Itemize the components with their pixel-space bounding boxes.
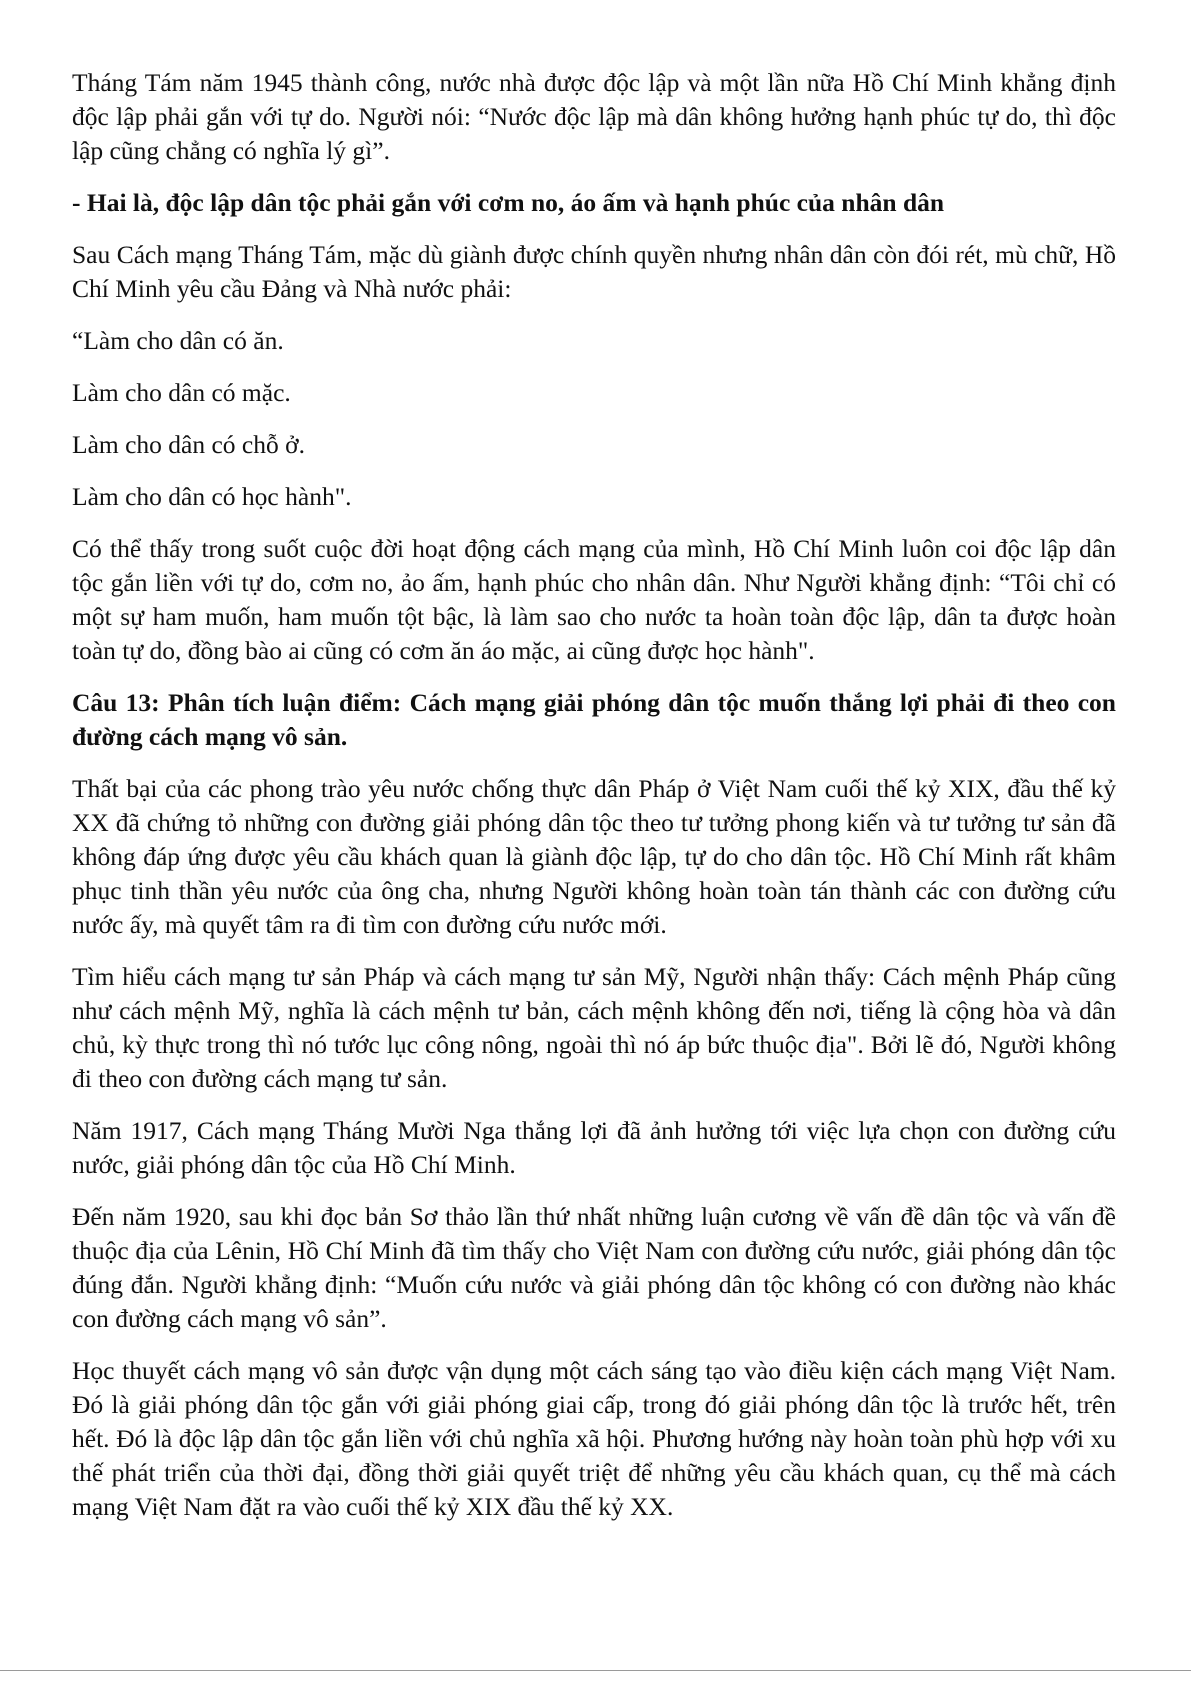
quote-line-food: “Làm cho dân có ăn. (72, 326, 284, 355)
quote-line-clothing: Làm cho dân có mặc. (72, 378, 291, 407)
paragraph-after-revolution: Sau Cách mạng Tháng Tám, mặc dù giành được chính quyền nhưng nhân dân còn đói rét, mù chữ, Hồ Chí Minh yêu cầu Đảng và Nhà nước phải: (72, 240, 1116, 303)
paragraph-lenin-theses: Đến năm 1920, sau khi đọc bản Sơ thảo lần thứ nhất những luận cương về vấn đề dân tộc và vấn đề thuộc địa của Lênin, Hồ Chí Minh đã tìm thấy cho Việt Nam con đường cứu nước, giải phóng dân tộc đúng đắn. Người khẳng định: “Muốn cứu nước và giải phóng dân tộc không có con đường nào khác con đường cách mạng vô sản”. (72, 1202, 1116, 1333)
paragraph-independence-freedom: Tháng Tám năm 1945 thành công, nước nhà được độc lập và một lần nữa Hồ Chí Minh khẳng định độc lập phải gắn với tự do. Người nói: “Nước độc lập mà dân không hưởng hạnh phúc tự do, thì độc lập cũng chẳng có nghĩa lý gì”. (72, 68, 1116, 165)
paragraph-proletarian-doctrine: Học thuyết cách mạng vô sản được vận dụng một cách sáng tạo vào điều kiện cách mạng Việt Nam. Đó là giải phóng dân tộc gắn với giải phóng giai cấp, trong đó giải phóng dân tộc là trước hết, trên hết. Đó là độc lập dân tộc gắn liền với chủ nghĩa xã hội. Phương hướng này hoàn toàn phù hợp với xu thế phát triển của thời đại, đồng thời giải quyết triệt để những yêu cầu khách quan, cụ thể mà cách mạng Việt Nam đặt ra vào cuối thế kỷ XIX đầu thế kỷ XX. (72, 1356, 1116, 1521)
paragraph-bourgeois-revolutions: Tìm hiểu cách mạng tư sản Pháp và cách mạng tư sản Mỹ, Người nhận thấy: Cách mệnh Pháp cũng như cách mệnh Mỹ, nghĩa là cách mệnh tư bản, cách mệnh không đến nơi, tiếng là cộng hòa và dân chủ, kỳ thực trong thì nó tước lục công nông, ngoài thì nó áp bức thuộc địa". Bởi lẽ đó, Người không đi theo con đường cách mạng tư sản. (72, 962, 1116, 1093)
section-heading-second-point: - Hai là, độc lập dân tộc phải gắn với cơm no, áo ấm và hạnh phúc của nhân dân (72, 188, 945, 217)
quote-line-shelter: Làm cho dân có chỗ ở. (72, 430, 305, 459)
question-13-heading: Câu 13: Phân tích luận điểm: Cách mạng giải phóng dân tộc muốn thắng lợi phải đi theo con đường cách mạng vô sản. (72, 688, 1116, 751)
paragraph-october-revolution: Năm 1917, Cách mạng Tháng Mười Nga thắng lợi đã ảnh hưởng tới việc lựa chọn con đường cứu nước, giải phóng dân tộc của Hồ Chí Minh. (72, 1116, 1116, 1179)
document-page (72, 66, 1116, 1542)
page-bottom-divider (0, 1670, 1191, 1671)
paragraph-failed-movements: Thất bại của các phong trào yêu nước chống thực dân Pháp ở Việt Nam cuối thế kỷ XIX, đầu thế kỷ XX đã chứng tỏ những con đường giải phóng dân tộc theo tư tưởng phong kiến và tư tưởng tư sản đã không đáp ứng được yêu cầu khách quan là giành độc lập, tự do cho dân tộc. Hồ Chí Minh rất khâm phục tinh thần yêu nước của ông cha, nhưng Người không hoàn toàn tán thành các con đường cứu nước ấy, mà quyết tâm ra đi tìm con đường cứu nước mới. (72, 774, 1116, 939)
quote-line-education: Làm cho dân có học hành". (72, 482, 352, 511)
paragraph-lifelong-desire: Có thể thấy trong suốt cuộc đời hoạt động cách mạng của mình, Hồ Chí Minh luôn coi độc lập dân tộc gắn liền với tự do, cơm no, ảo ấm, hạnh phúc cho nhân dân. Như Người khẳng định: “Tôi chỉ có một sự ham muốn, ham muốn tột bậc, là làm sao cho nước ta hoàn toàn độc lập, dân ta được hoàn toàn tự do, đồng bào ai cũng có cơm ăn áo mặc, ai cũng được học hành". (72, 534, 1116, 665)
